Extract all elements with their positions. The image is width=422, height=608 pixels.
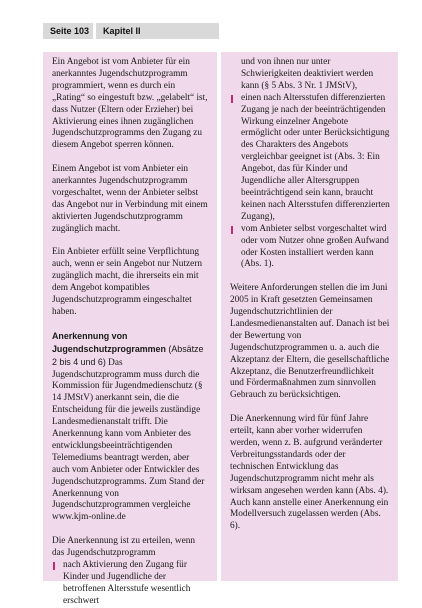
page-number-label: Seite 103 — [50, 26, 90, 36]
right-column — [221, 52, 398, 581]
bullet-marker — [231, 95, 233, 103]
paragraph-kommission: Das Jugendschutzprogramm muss durch die Kommission für Jugendmedienschutz (§ 14 JMStV) anerkannt sein, die die Entscheidung für die jeweils zuständige Landesmedienanstalt trifft. Die Anerkennung kann vom Anbieter des entwicklungsbeeinträchtigenden Telemediums beantragt werden, aber auch vom Anbieter oder Entwickler des Jugendschutzprogramms. Zum Stand der Anerkennung von Jugendschutzprogrammen vergleiche www.kjm-online.de — [52, 357, 205, 523]
list-item — [230, 93, 390, 224]
bullet-marker — [53, 562, 55, 570]
requirements-list — [52, 560, 209, 608]
section-heading: Anerkennung von Jugendschutzprogrammen — [52, 330, 166, 354]
left-column — [43, 52, 217, 606]
anerkennung-section — [52, 331, 209, 525]
page-number-tab — [43, 23, 93, 39]
paragraph-vorgeschaltet: Einem Angebot ist vom Anbieter ein anerkanntes Jugendschutzprogramm vorgeschaltet, wenn der Anbieter selbst das Angebot nur in Verbindung mit einem aktivierten Jugendschutzprogramm zugänglich macht. — [52, 164, 208, 234]
page-header — [0, 0, 422, 46]
paragraph-verpflichtung: Ein Anbieter erfüllt seine Verpflichtung auch, wenn er sein Angebot nur Nutzern zugänglich macht, die ihrerseits ein mit dem Angebot kompatibles Jugendschutzprogramm eingeschaltet haben. — [52, 247, 202, 317]
paragraph-rating: Ein Angebot ist vom Anbieter für ein anerkanntes Jugendschutzprogramm programmiert, wenn es durch ein „Rating“ so eingestuft bzw. „gelabelt“ ist, dass Nutzer (Eltern oder Erzieher) bei Aktivierung eines ihnen zugänglichen Jugendschutzprogramms den Zugang zu diesem Angebot sperren können. — [52, 57, 208, 151]
list-item-text: und von ihnen nur unter Schwierigkeiten deaktiviert werden kann (§ 5 Abs. 3 Nr. 1 JMStV), — [241, 57, 374, 91]
list-item-text: vom Anbieter selbst vorgeschaltet wird oder vom Nutzer ohne großen Aufwand oder Kosten installiert werden kann (Abs. 1). — [241, 223, 389, 270]
list-item-text: einen nach Altersstufen differenzierten Zugang je nach der beeinträchtigenden Wirkung einzelner Angebote ermöglicht oder unter Berücksichtigung des Charakters des Angebots vergleichbar geeignet ist (Abs. 3: Ein Angebot, das für Kinder und Jugendliche aller Altersgruppen beeinträchtigend sein kann, braucht keinen nach Altersstufen differenzierten Zugang), — [241, 92, 390, 222]
paragraph-anforderungen: Weitere Anforderungen stellen die im Juni 2005 in Kraft gesetzten Gemeinsamen Jugendschutzrichtlinien der Landesmedienanstalten auf. Danach ist bei der Bewertung von Jugendschutzprogrammen u. a. auch die Akzeptanz der Eltern, die gesellschaftliche Akzeptanz, die Benutzerfreundlichkeit und Fördermaßnahmen zum sinnvollen Gebrauch zu berücksichtigen. — [230, 283, 390, 401]
chapter-label: Kapitel II — [103, 26, 141, 36]
bullet-marker — [231, 226, 233, 234]
list-item-text: nach Aktivierung den Zugang für Kinder und Jugendliche der betroffenen Altersstufe wesentlich erschwert — [63, 560, 191, 606]
paragraph-erteilung: Die Anerkennung ist zu erteilen, wenn das Jugendschutzprogramm — [52, 536, 196, 559]
requirements-list-continued — [230, 57, 390, 271]
list-item — [52, 560, 209, 608]
list-item — [230, 224, 390, 272]
chapter-tab — [96, 23, 219, 39]
list-item — [230, 57, 390, 93]
paragraph-widerruf: Die Anerkennung wird für fünf Jahre erteilt, kann aber vorher widerrufen werden, wenn z. B. aufgrund veränderter Verbreitungsstandards oder der technischen Entwicklung das Jugendschutzprogramm nicht mehr als wirksam angesehen werden kann (Abs. 4). Auch kann anstelle einer Anerkennung ein Modellversuch zugelassen werden (Abs. 6). — [230, 414, 389, 532]
section-heading-suffix: (Absätze 2 bis 4 und 6) — [52, 343, 204, 367]
